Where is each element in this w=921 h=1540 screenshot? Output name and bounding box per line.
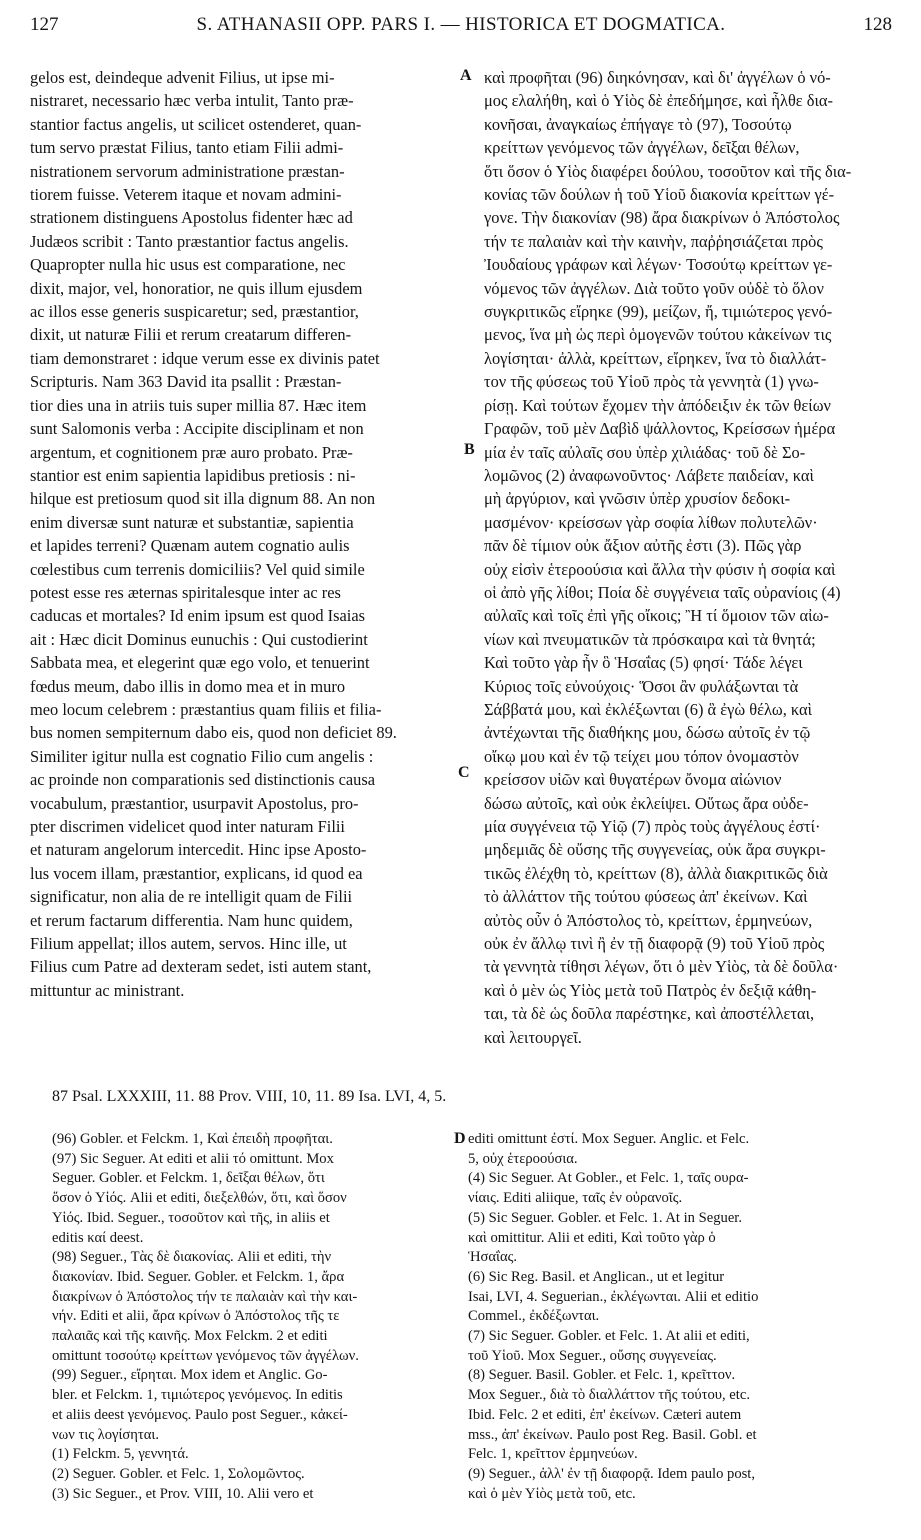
greek-text-line: λομῶνος (2) ἀναφωνοῦντος· Λάβετε παιδείαν, καὶ bbox=[484, 465, 814, 485]
latin-text-line: stantior est enim sapientia lapidibus pretiosis : ni- bbox=[30, 465, 356, 485]
note-line: Seguer. Gobler. et Felckm. 1, δεῖξαι θέλων, ὅτι bbox=[52, 1170, 325, 1187]
note-line: (97) Sic Seguer. At editi et alii τό omittunt. Mox bbox=[52, 1150, 334, 1167]
latin-text-line: dixit, ut naturæ Filii et rerum creatarum differen- bbox=[30, 325, 352, 345]
note-line: editi omittunt ἐστί. Mox Seguer. Anglic. et Felc. bbox=[468, 1131, 750, 1147]
latin-text-line: gelos est, deindeque advenit Filius, ut ipse mi- bbox=[30, 68, 335, 87]
greek-text-line: καὶ ὁ μὲν ὡς Υἱὸς μετὰ τοῦ Πατρὸς ἐν δεξιᾷ κάθη- bbox=[484, 980, 817, 1000]
latin-text-line: Filius cum Patre ad dexteram sedet, isti autem stant, bbox=[30, 957, 372, 977]
latin-text-line: Quapropter nulla hic usus est comparatione, nec bbox=[30, 255, 346, 275]
greek-text-line: συγκριτικῶς εἴρηκε (99), μείζων, ἤ, τιμιώτερος γενό- bbox=[484, 302, 833, 322]
greek-text-line: μενος, ἵνα μὴ ὡς περὶ ὁμογενῶν τούτου κἀκείνων τις bbox=[484, 325, 832, 345]
running-header bbox=[30, 8, 892, 42]
note-line: καὶ omittitur. Alii et editi, Καὶ τοῦτο γὰρ ὁ bbox=[468, 1229, 716, 1246]
note-line: (3) Sic Seguer., et Prov. VIII, 10. Alii vero et bbox=[52, 1485, 314, 1502]
latin-text-line: tiorem fuisse. Veterem itaque et novam admini- bbox=[30, 185, 342, 205]
margin-letter-b: B bbox=[464, 441, 475, 458]
latin-text-line: ac proinde non comparationis sed distinctionis causa bbox=[30, 770, 376, 790]
greek-text-line: τον τῆς φύσεως τοῦ Υἱοῦ πρὸς τὰ γεννητὰ (1) γνω- bbox=[484, 372, 819, 392]
greek-text-line: ὅτι ὅσον ὁ Υἱὸς διαφέρει δούλου, τοσοῦτον καὶ τῆς δια- bbox=[484, 161, 852, 181]
greek-text-line: πᾶν δὲ τίμιον οὐκ ἄξιον αὐτῆς ἐστι (3). Πῶς γὰρ bbox=[484, 536, 802, 556]
greek-text-line: δώσω αὐτοῖς, καὶ οὐκ ἐκλείψει. Οὕτως ἄρα οὐδε- bbox=[484, 793, 809, 813]
note-line: νίαις. Editi aliique, ταῖς ἐν οὐρανοῖς. bbox=[468, 1190, 683, 1207]
latin-text-line: tior dies una in atriis tuis super millia 87. Hæc item bbox=[30, 395, 367, 415]
latin-text-line: lus vocem illam, præstantior, explicans, id quod ea bbox=[30, 863, 363, 883]
latin-text-line: et naturam angelorum intercedit. Hinc ipse Aposto- bbox=[30, 840, 367, 860]
note-line: (4) Sic Seguer. At Gobler., et Felc. 1, ταῖς ουρα- bbox=[468, 1170, 749, 1187]
latin-text-line: enim diversæ sunt naturæ et substantiæ, sapientia bbox=[30, 512, 354, 532]
note-line: editis καί deest. bbox=[52, 1229, 144, 1246]
latin-text-line: sunt Salomonis verba : Accipite disciplinam et non bbox=[30, 419, 364, 439]
greek-text-line: νίων καὶ πνευματικῶν τὰ πρόσκαιρα καὶ τὰ θνητά; bbox=[484, 629, 816, 649]
greek-text-line: μασμένον· κρείσσων γὰρ σοφία λίθων πολυτελῶν· bbox=[484, 512, 818, 532]
greek-text-line: μος ελαλήθη, καὶ ὁ Υἱὸς δὲ ἐπεδήμησε, καὶ ἦλθε δια- bbox=[484, 91, 833, 111]
greek-text-line: οὐκ ἐν ἄλλῳ τινὶ ἢ ἐν τῇ διαφορᾷ (9) τοῦ Υἱοῦ πρὸς bbox=[484, 934, 825, 954]
note-line: 5, οὐχ ἑτεροούσια. bbox=[468, 1150, 578, 1167]
note-line: καὶ ὁ μὲν Υἱὸς μετὰ τοῦ, etc. bbox=[468, 1485, 636, 1502]
latin-text-line: bus nomen sempiternum dabo eis, quod non deficiet 89. bbox=[30, 723, 397, 743]
note-line: Isai, LVI, 4. Seguerian., ἐκλέγωνται. Alii et editio bbox=[468, 1288, 759, 1305]
note-line: (2) Seguer. Gobler. et Felc. 1, Σολομῶντος. bbox=[52, 1465, 305, 1482]
note-line: omittunt τοσούτῳ κρείττων γενόμενος τῶν ἀγγέλων. bbox=[52, 1347, 359, 1364]
note-line: παλαιᾶς καὶ τῆς καινῆς. Mox Felckm. 2 et editi bbox=[52, 1328, 328, 1345]
note-line: νων τις λογίσηται. bbox=[52, 1426, 160, 1443]
note-line: Commel., ἐκδέξωνται. bbox=[468, 1308, 600, 1325]
latin-text-line: fœdus meum, dabo illis in domo mea et in muro bbox=[30, 676, 346, 696]
latin-text-line: stantior factus angelis, ut scilicet ostenderet, quan- bbox=[30, 114, 362, 134]
greek-text-line: Καὶ τοῦτο γὰρ ἦν ὃ Ἡσαΐας (5) φησί· Τάδε λέγει bbox=[484, 653, 803, 673]
greek-text-line: αὐλαῖς καὶ τοῖς ἐπὶ γῆς οἴκοις; Ἢ τί ὅμοιον τῶν αἰω- bbox=[484, 606, 829, 626]
latin-text-line: dixit, major, vel, honoratior, ne quis illum ejusdem bbox=[30, 278, 363, 298]
margin-letter-a: A bbox=[460, 67, 472, 84]
latin-text-line: ait : Hæc dicit Dominus eunuchis : Qui custodierint bbox=[30, 629, 368, 649]
note-line: (8) Seguer. Basil. Gobler. et Felc. 1, κρεῖττον. bbox=[468, 1367, 736, 1384]
note-line: (1) Felckm. 5, γεννητά. bbox=[52, 1446, 189, 1463]
greek-text-line: τὸ ἀλλάττον τῆς τούτου φύσεως ἀπ' ἐκείνων. Καὶ bbox=[484, 887, 808, 907]
latin-text-line: strationem distinguens Apostolus fidenter hæc ad bbox=[30, 208, 353, 228]
greek-text-line: μηδεμιᾶς δὲ οὔσης τῆς συγγενείας, οὐκ ἄρα συγκρι- bbox=[484, 840, 826, 860]
note-line: (99) Seguer., εἴρηται. Mox idem et Anglic. Go- bbox=[52, 1367, 328, 1384]
latin-text-line: caducas et mortales? Id enim ipsum est quod Isaias bbox=[30, 606, 365, 626]
greek-text-line: οὐχ εἰσὶν ἑτεροούσια καὶ ἄλλα τὴν φύσιν ἡ σοφία καὶ bbox=[484, 559, 836, 579]
note-line: Mox Seguer., διὰ τὸ διαλλάττον τῆς τούτου, etc. bbox=[468, 1387, 750, 1404]
latin-text-line: tiam demonstraret : idque verum esse ex divinis patet bbox=[30, 348, 380, 368]
greek-text-line: καὶ λειτουργεῖ. bbox=[484, 1027, 582, 1047]
latin-text-line: Filium appellat; illos autem, servos. Hinc ille, ut bbox=[30, 934, 347, 954]
note-line: τοῦ Υἱοῦ. Mox Seguer., οὔσης συγγενείας. bbox=[468, 1347, 717, 1364]
note-line: (9) Seguer., ἀλλ' ἐν τῇ διαφορᾷ. Idem paulo post, bbox=[468, 1465, 756, 1482]
margin-letter-d: D bbox=[454, 1130, 466, 1147]
latin-text-line: argentum, et cognitionem præ auro probato. Præ- bbox=[30, 442, 353, 462]
note-line: (96) Gobler. et Felckm. 1, Καὶ ἐπειδὴ προφῆται. bbox=[52, 1131, 333, 1147]
note-line: Ibid. Felc. 2 et editi, ἐπ' ἐκείνων. Cæteri autem bbox=[468, 1406, 742, 1423]
greek-text-line: κονίας τῶν δούλων ἡ τοῦ Υἱοῦ διακονία κρείττων γέ- bbox=[484, 185, 835, 205]
note-line: (98) Seguer., Τὰς δὲ διακονίας. Alii et editi, τὴν bbox=[52, 1249, 332, 1266]
latin-text-line: potest esse res æternas spiritalesque inter ac res bbox=[30, 582, 341, 602]
latin-text-line: vocabulum, præstantior, usurpavit Apostolus, pro- bbox=[30, 793, 359, 813]
latin-text-line: cœlestibus cum terrenis domiciliis? Vel quid simile bbox=[30, 559, 365, 579]
greek-text-line: τήν τε παλαιὰν καὶ τὴν καινὴν, παῤῥησιάζεται πρὸς bbox=[484, 231, 823, 251]
page-number-right: 128 bbox=[863, 14, 892, 35]
greek-text-line: Σάββατά μου, καὶ ἐκλέξωνται (6) ἃ ἐγὼ θέλω, καὶ bbox=[484, 699, 813, 719]
greek-text-line: Κύριος τοῖς εὐνούχοις· Ὅσοι ἂν φυλάξωνται τὰ bbox=[484, 676, 799, 696]
latin-text-line: ac illos esse generis suspicaretur; sed, præstantior, bbox=[30, 302, 359, 322]
page-number-left: 127 bbox=[30, 14, 59, 35]
latin-text-line: Similiter igitur nulla est cognatio Filio cum angelis : bbox=[30, 746, 374, 766]
note-line: διακρίνων ὁ Ἀπόστολος τήν τε παλαιὰν καὶ τὴν και- bbox=[52, 1288, 358, 1305]
latin-text-line: Scripturis. Nam 363 David ita psallit : Præstan- bbox=[30, 372, 342, 392]
greek-text-line: ρίσῃ. Καὶ τούτων ἔχομεν τὴν ἀπόδειξιν ἐκ τῶν θείων bbox=[484, 395, 831, 415]
running-title: S. ATHANASII OPP. PARS I. — HISTORICA ET DOGMATICA. bbox=[196, 14, 726, 35]
note-line: (7) Sic Seguer. Gobler. et Felc. 1. At alii et editi, bbox=[468, 1328, 750, 1345]
note-line: νήν. Editi et alii, ἄρα κρίνων ὁ Ἀπόστολος τῆς τε bbox=[52, 1308, 340, 1325]
note-line: (5) Sic Seguer. Gobler. et Felc. 1. At in Seguer. bbox=[468, 1209, 742, 1226]
latin-text-line: pter discrimen videlicet quod inter naturam Filii bbox=[30, 817, 345, 836]
greek-text-line: κρείσσον υἱῶν καὶ θυγατέρων ὄνομα αἰώνιον bbox=[484, 770, 782, 790]
greek-text-line: αὐτὸς οὖν ὁ Ἀπόστολος τὸ, κρείττων, ἑρμηνεύων, bbox=[484, 910, 813, 930]
note-line: Υἱός. Ibid. Seguer., τοσοῦτον καὶ τῆς, in aliis et bbox=[52, 1209, 330, 1226]
note-line: (6) Sic Reg. Basil. et Anglican., ut et legitur bbox=[468, 1268, 725, 1285]
latin-text-line: Judæos scribit : Tanto præstantior factus angelis. bbox=[30, 231, 349, 251]
greek-text-line: λογίσηται· ἀλλὰ, κρείττων, εἴρηκεν, ἵνα τὸ διαλλάτ- bbox=[484, 348, 827, 368]
latin-text-line: tum servo præstat Filius, tanto etiam Filii admi- bbox=[30, 138, 344, 158]
note-line: et aliis deest γενόμενος. Paulo post Seguer., κἀκεί- bbox=[52, 1406, 348, 1423]
greek-text-line: τικῶς ἐλέχθη τὸ, κρείττων (8), ἀλλὰ διακριτικῶς διὰ bbox=[484, 863, 828, 883]
latin-text-line: meo locum celebrem : præstantius quam filiis et filia- bbox=[30, 699, 382, 719]
note-line: Ἡσαΐας. bbox=[468, 1249, 518, 1266]
greek-text-line: οἱ ἀπὸ γῆς λίθοι; Ποία δὲ συγγένεια ταῖς οὐρανίοις (4) bbox=[484, 582, 841, 602]
greek-text-line: γονε. Τὴν διακονίαν (98) ἄρα διακρίνων ὁ Ἀπόστολος bbox=[484, 208, 840, 228]
greek-text-line: ται, τὰ δὲ ὡς δοῦλα παρέστηκε, καὶ ἀποστέλλεται, bbox=[484, 1004, 815, 1024]
note-line: ὅσον ὁ Υἱός. Alii et editi, διεξελθών, ὅτι, καὶ ὅσον bbox=[52, 1190, 347, 1207]
greek-text-column bbox=[484, 66, 892, 1049]
greek-text-line: νόμενος τῶν ἀγγέλων. Διὰ τοῦτο γοῦν οὐδὲ τὸ ὅλον bbox=[484, 278, 824, 298]
latin-text-line: nistraret, necessario hæc verba intulit, Tanto præ- bbox=[30, 91, 354, 111]
latin-text-line: nistrationem servorum administratione præstan- bbox=[30, 161, 345, 181]
latin-text-line: significatur, non alia de re intelligit quam de Filii bbox=[30, 887, 353, 907]
note-line: mss., ἀπ' ἐκείνων. Paulo post Reg. Basil. Gobl. et bbox=[468, 1426, 757, 1443]
greek-text-line: Ἰουδαίους γράφων καὶ λέγων· Τοσούτῳ κρείττων γε- bbox=[484, 255, 833, 275]
greek-text-line: τὰ γεννητὰ τίθησι λέγων, ὅτι ὁ μὲν Υἱὸς, τὰ δὲ δοῦλα· bbox=[484, 957, 839, 977]
latin-text-line: et lapides terreni? Quænam autem cognatio aulis bbox=[30, 536, 350, 556]
greek-text-line: οἴκῳ μου καὶ ἐν τῷ τείχει μου τόπον ὀνομαστὸν bbox=[484, 746, 799, 766]
greek-text-line: μία συγγένεια τῷ Υἱῷ (7) πρὸς τοὺς ἀγγέλους ἐστί· bbox=[484, 817, 821, 836]
greek-text-line: Γραφῶν, τοῦ μὲν Δαβὶδ ψάλλοντος, Κρείσσων ἡμέρα bbox=[484, 419, 836, 439]
latin-text-line: Sabbata mea, et elegerint quæ ego volo, et tenuerint bbox=[30, 653, 370, 673]
note-line: Felc. 1, κρεῖττον ἑρμηνεύων. bbox=[468, 1446, 638, 1463]
critical-notes-right bbox=[468, 1130, 896, 1504]
greek-text-line: ἀντέχωνται τῆς διαθήκης μου, δώσω αὐτοῖς ἐν τῷ bbox=[484, 723, 811, 743]
scripture-references: 87 Psal. LXXXIII, 11. 88 Prov. VIII, 10, 11. 89 Isa. LVI, 4, 5. bbox=[52, 1088, 447, 1105]
greek-text-line: κρείττων γενόμενος τῶν ἀγγέλων, δεῖξαι θέλων, bbox=[484, 138, 800, 158]
latin-text-line: et rerum factarum differentia. Nam hunc quidem, bbox=[30, 910, 353, 930]
greek-text-line: καὶ προφῆται (96) διηκόνησαν, καὶ δι' ἀγγέλων ὁ νό- bbox=[484, 68, 831, 87]
latin-text-line: mittuntur ac ministrant. bbox=[30, 980, 185, 1000]
greek-text-line: μὴ ἀργύριον, καὶ γνῶσιν ὑπὲρ χρυσίον δεδοκι- bbox=[484, 489, 791, 509]
critical-notes-left bbox=[52, 1130, 444, 1504]
latin-text-line: hilque est pretiosum quod sit illa dignum 88. An non bbox=[30, 489, 376, 509]
note-line: bler. et Felckm. 1, τιμιώτερος γενόμενος. In editis bbox=[52, 1387, 343, 1404]
note-line: διακονίαν. Ibid. Seguer. Gobler. et Felckm. 1, ἄρα bbox=[52, 1268, 345, 1285]
greek-text-line: κονῆσαι, ἀναγκαίως ἐπήγαγε τὸ (97), Τοσούτῳ bbox=[484, 114, 792, 134]
latin-text-column bbox=[30, 66, 456, 1002]
greek-text-line: μία ἐν ταῖς αὐλαῖς σου ὑπὲρ χιλιάδας· τοῦ δὲ Σο- bbox=[484, 442, 806, 462]
margin-letter-c: C bbox=[458, 764, 470, 781]
